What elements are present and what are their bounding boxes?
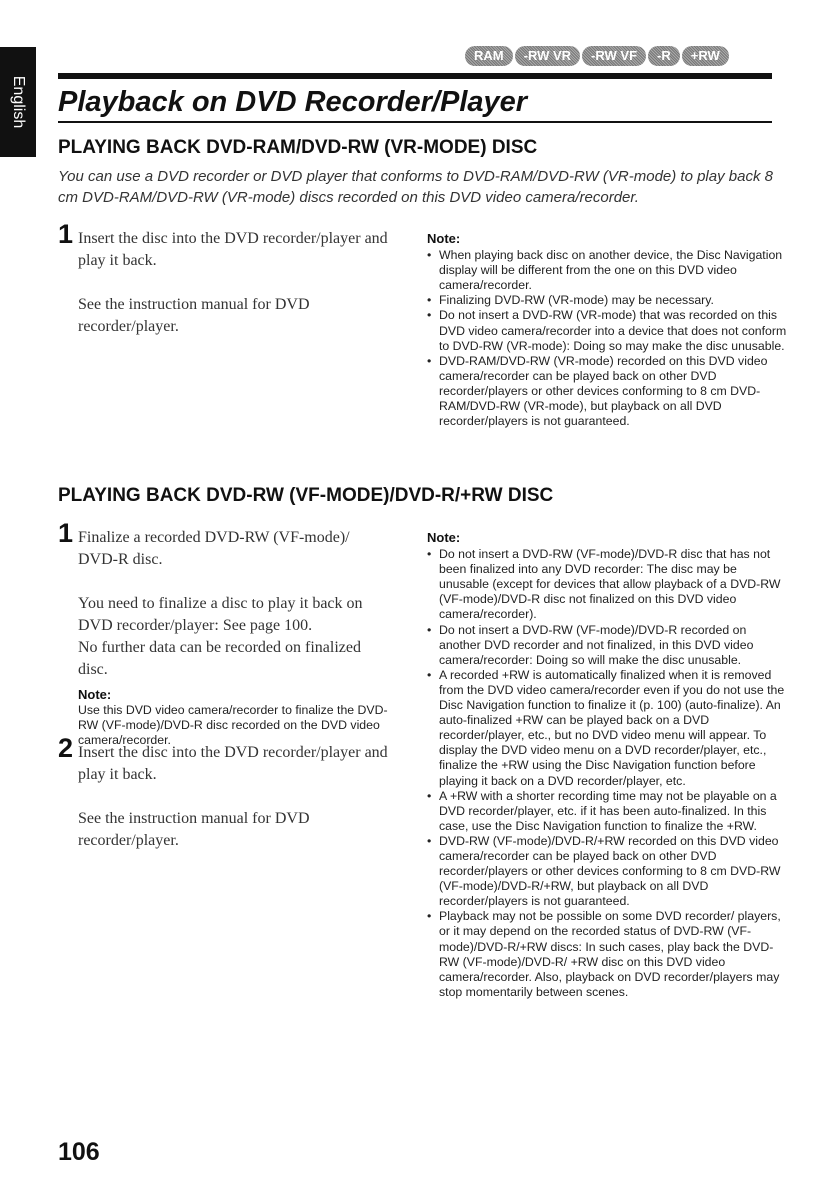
badge-rw-vr: -RW VR — [515, 46, 580, 66]
step-detail: See the instruction manual for DVD recorder/player. — [78, 810, 310, 849]
title-rule-bottom — [58, 121, 772, 123]
note-box-vr — [427, 231, 787, 429]
note-item: • Do not insert a DVD-RW (VF-mode)/DVD-R disc that has not been finalized into any DVD recorder: The disc may be unusable (except for devices that allow playback of a DVD-RW (VF-mode)/DVD-R disc not finalized on this DVD video camera/recorder). — [427, 547, 787, 622]
note-item: • DVD-RW (VF-mode)/DVD-R/+RW recorded on this DVD video camera/recorder can be played back on other DVD recorder/players or other devices conforming to 8 cm DVD-RW (VF-mode)/DVD-R/+RW, but playback on all DVD recorder/players is not guaranteed. — [427, 834, 787, 909]
step-number: 1 — [58, 219, 74, 249]
note-item: • When playing back disc on another device, the Disc Navigation display will be different from the one on this DVD video camera/recorder. — [427, 248, 787, 293]
section-intro: You can use a DVD recorder or DVD player that conforms to DVD-RAM/DVD-RW (VR-mode) to play back 8 cm DVD-RAM/DVD-RW (VR-mode) discs recorded on this DVD video camera/recorder. — [58, 168, 773, 206]
note-title: Note: — [78, 687, 112, 702]
note-list — [427, 547, 787, 1000]
note-title: Note: — [427, 530, 461, 545]
step-number: 2 — [58, 733, 74, 763]
note-item: • A +RW with a shorter recording time may not be playable on a DVD recorder/player, etc. if it has been auto-finalized. In this case, use the Disc Navigation function to finalize the +RW. — [427, 789, 787, 834]
title-rule-top — [58, 73, 772, 79]
step-number: 1 — [58, 518, 74, 548]
step-text: Insert the disc into the DVD recorder/player and play it back. — [78, 230, 388, 269]
note-list — [427, 248, 787, 429]
step-1-vf — [58, 518, 388, 748]
note-box-vf — [427, 530, 787, 1000]
note-text: Use this DVD video camera/recorder to finalize the DVD-RW (VF-mode)/DVD-R disc recorded on the DVD video camera/recorder. — [78, 703, 388, 748]
language-tab — [0, 47, 36, 157]
step-detail: No further data can be recorded on finalized disc. — [78, 639, 361, 678]
step-detail: See the instruction manual for DVD recorder/player. — [78, 296, 310, 335]
step-text: Finalize a recorded DVD-RW (VF-mode)/ DVD-R disc. — [78, 529, 350, 568]
language-label: English — [10, 75, 27, 129]
page-number: 106 — [58, 1138, 100, 1166]
step-2-vf — [58, 733, 388, 874]
note-title: Note: — [427, 231, 461, 246]
note-item: • A recorded +RW is automatically finalized when it is removed from the DVD video camera/recorder even if you do not use the Disc Navigation function to finalize it (p. 100) (auto-finalize). An auto-finalized +RW can be played back on a DVD recorder/player, etc., but no DVD video menu will appear. To display the DVD video menu on a DVD recorder/player, etc., finalize the +RW using the Disc Navigation function before playing it back on a DVD recorder/player, etc. — [427, 668, 787, 789]
step-text: Insert the disc into the DVD recorder/player and play it back. — [78, 744, 388, 783]
note-item: • Do not insert a DVD-RW (VR-mode) that was recorded on this DVD video camera/recorder into a device that does not conform to DVD-RW (VR-mode): Doing so may make the disc unusable. — [427, 308, 787, 353]
badge-r: -R — [648, 46, 680, 66]
step-note — [78, 687, 388, 748]
step-1-vr — [58, 219, 388, 360]
section-title-vf: PLAYING BACK DVD-RW (VF-MODE)/DVD-R/+RW DISC — [58, 485, 554, 506]
badge-plus-rw: +RW — [682, 46, 729, 66]
disc-type-badges — [465, 46, 729, 66]
note-item: • Playback may not be possible on some DVD recorder/ players, or it may depend on the recorded status of DVD-RW (VF-mode)/DVD-R/+RW discs: In such cases, play back the DVD-RW (VF-mode)/DVD-R/ +RW disc on this DVD video camera/recorder. Also, playback on DVD recorder/players may stop momentarily between scenes. — [427, 909, 787, 1000]
section-title-vr: PLAYING BACK DVD-RAM/DVD-RW (VR-MODE) DISC — [58, 137, 538, 158]
note-item: • DVD-RAM/DVD-RW (VR-mode) recorded on this DVD video camera/recorder can be played back on other DVD recorder/players or other devices conforming to 8 cm DVD-RAM/DVD-RW (VR-mode), but playback on all DVD recorder/players is not guaranteed. — [427, 354, 787, 429]
badge-rw-vf: -RW VF — [582, 46, 646, 66]
page-title: Playback on DVD Recorder/Player — [58, 86, 528, 118]
note-item: • Do not insert a DVD-RW (VF-mode)/DVD-R recorded on another DVD recorder and not finalized, in this DVD video camera/recorder: Doing so will make the disc unusable. — [427, 623, 787, 668]
note-item: • Finalizing DVD-RW (VR-mode) may be necessary. — [427, 293, 787, 308]
step-detail: You need to finalize a disc to play it back on DVD recorder/player: See page 100. — [78, 595, 363, 634]
badge-ram: RAM — [465, 46, 513, 66]
